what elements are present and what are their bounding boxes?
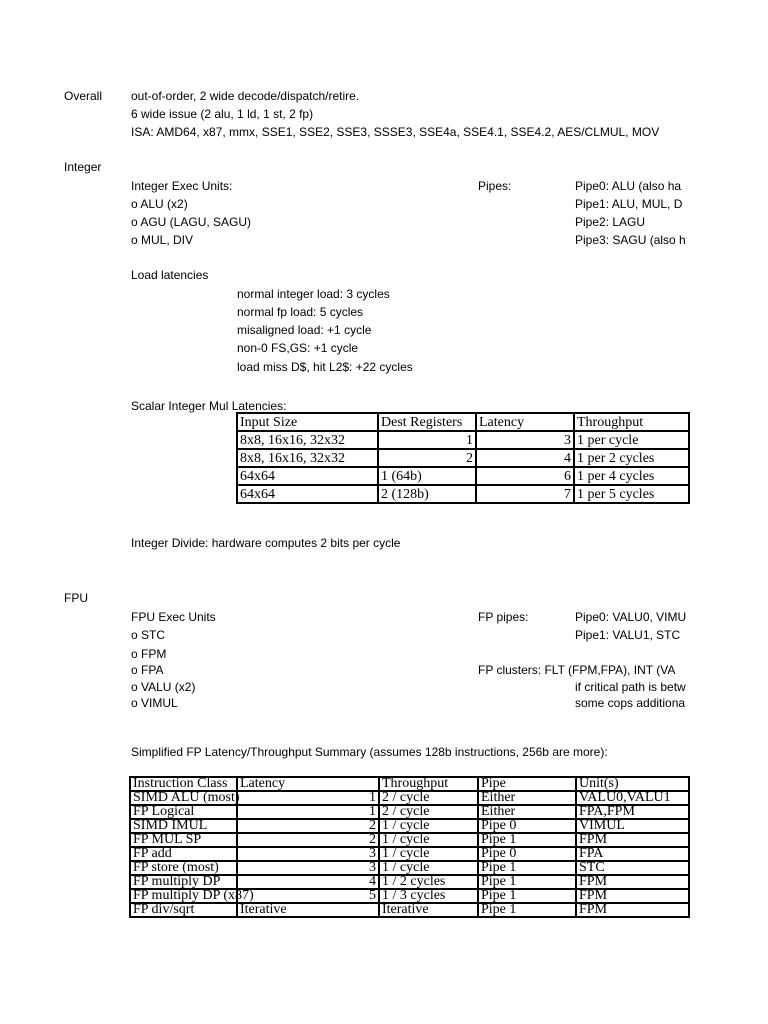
overall-line: ISA: AMD64, x87, mmx, SSE1, SSE2, SSE3, SSSE3, SSE4a, SSE4.1, SSE4.2, AES/CLMUL, MOV bbox=[131, 125, 660, 139]
table-cell: Pipe 0 bbox=[478, 847, 576, 861]
table-cell: FPA,FPM bbox=[576, 805, 689, 819]
table-cell: Pipe 0 bbox=[478, 819, 576, 833]
section-label-fpu: FPU bbox=[64, 591, 88, 605]
table-row bbox=[130, 819, 689, 833]
integer-exec-unit: o MUL, DIV bbox=[131, 233, 194, 247]
load-latency-item: normal integer load: 3 cycles bbox=[237, 287, 390, 301]
table-header-cell: Throughput bbox=[379, 777, 478, 791]
table-cell: 4 bbox=[476, 449, 574, 467]
table-row bbox=[130, 875, 689, 889]
table-row bbox=[130, 791, 689, 805]
table-cell: 1 bbox=[378, 431, 476, 449]
table-cell: 3 bbox=[476, 431, 574, 449]
table-row bbox=[237, 467, 689, 485]
table-cell: 6 bbox=[476, 467, 574, 485]
table-cell: 64x64 bbox=[237, 485, 378, 503]
integer-pipe: Pipe2: LAGU bbox=[575, 215, 646, 229]
table-row bbox=[237, 449, 689, 467]
table-cell: 1 (64b) bbox=[378, 467, 476, 485]
integer-exec-unit: o AGU (LAGU, SAGU) bbox=[131, 215, 252, 229]
table-cell: FP div/sqrt bbox=[130, 903, 237, 917]
table-cell: 1 / 3 cycles bbox=[379, 889, 478, 903]
fpu-exec-unit: o FPM bbox=[131, 647, 167, 661]
load-latencies-title: Load latencies bbox=[131, 268, 209, 282]
table-cell: 1 / cycle bbox=[379, 847, 478, 861]
table-cell: 2 / cycle bbox=[379, 805, 478, 819]
table-cell: 4 bbox=[237, 875, 379, 889]
table-cell: 1 bbox=[237, 791, 379, 805]
table-cell: 2 bbox=[237, 833, 379, 847]
table-cell: 2 (128b) bbox=[378, 485, 476, 503]
table-cell: 2 bbox=[378, 449, 476, 467]
table-cell: Pipe 1 bbox=[478, 903, 576, 917]
table-cell: 2 / cycle bbox=[379, 791, 478, 805]
table-cell: SIMD ALU (most) bbox=[130, 791, 237, 805]
table-cell: 1 / cycle bbox=[379, 819, 478, 833]
table-cell: 1 per 2 cycles bbox=[574, 449, 689, 467]
fp-summary-title: Simplified FP Latency/Throughput Summary (assumes 128b instructions, 256b are more): bbox=[131, 745, 608, 759]
integer-exec-unit: o ALU (x2) bbox=[131, 197, 188, 211]
table-cell: 8x8, 16x16, 32x32 bbox=[237, 431, 378, 449]
fpu-exec-unit: o VALU (x2) bbox=[131, 680, 196, 694]
table-cell: 5 bbox=[237, 889, 379, 903]
table-cell: Pipe 1 bbox=[478, 861, 576, 875]
table-row bbox=[237, 485, 689, 503]
table-cell: FP store (most) bbox=[130, 861, 237, 875]
table-cell: 2 bbox=[237, 819, 379, 833]
table-cell: 1 per 4 cycles bbox=[574, 467, 689, 485]
fp-pipe: Pipe0: VALU0, VIMU bbox=[575, 610, 687, 624]
table-cell: FPM bbox=[576, 903, 689, 917]
fp-note: if critical path is betw bbox=[575, 680, 686, 694]
table-cell: 8x8, 16x16, 32x32 bbox=[237, 449, 378, 467]
table-header-row bbox=[237, 413, 689, 431]
table-cell: STC bbox=[576, 861, 689, 875]
fpu-exec-unit: o VIMUL bbox=[131, 696, 178, 710]
fpu-exec-unit: o STC bbox=[131, 628, 166, 642]
table-cell: Iterative bbox=[237, 903, 379, 917]
table-cell: VIMUL bbox=[576, 819, 689, 833]
mul-latency-table bbox=[236, 412, 690, 504]
table-row bbox=[237, 431, 689, 449]
load-latency-item: non-0 FS,GS: +1 cycle bbox=[237, 341, 359, 355]
table-cell: Either bbox=[478, 791, 576, 805]
integer-exec-units-title: Integer Exec Units: bbox=[131, 179, 233, 193]
section-label-integer: Integer bbox=[64, 160, 102, 174]
table-cell: FPM bbox=[576, 875, 689, 889]
section-label-overall: Overall bbox=[64, 89, 103, 103]
table-header-row bbox=[130, 777, 689, 791]
table-header-cell: Unit(s) bbox=[576, 777, 689, 791]
table-cell: 7 bbox=[476, 485, 574, 503]
table-cell: FP Logical bbox=[130, 805, 237, 819]
table-cell: Either bbox=[478, 805, 576, 819]
table-row bbox=[130, 903, 689, 917]
table-header-cell: Throughput bbox=[574, 413, 689, 431]
table-cell: 1 / cycle bbox=[379, 833, 478, 847]
fp-pipes-label: FP pipes: bbox=[478, 610, 529, 624]
table-cell: 1 / 2 cycles bbox=[379, 875, 478, 889]
table-cell: Iterative bbox=[379, 903, 478, 917]
fp-latency-table bbox=[129, 776, 690, 918]
table-cell: 1 per cycle bbox=[574, 431, 689, 449]
table-cell: 3 bbox=[237, 861, 379, 875]
table-row bbox=[130, 847, 689, 861]
table-cell: FP multiply DP (x87) bbox=[130, 889, 237, 903]
table-cell: SIMD IMUL bbox=[130, 819, 237, 833]
table-cell: VALU0,VALU1 bbox=[576, 791, 689, 805]
table-cell: 3 bbox=[237, 847, 379, 861]
table-header-cell: Latency bbox=[476, 413, 574, 431]
table-header-cell: Dest Registers bbox=[378, 413, 476, 431]
fpu-exec-units-title: FPU Exec Units bbox=[131, 610, 216, 624]
table-row bbox=[130, 861, 689, 875]
load-latency-item: misaligned load: +1 cycle bbox=[237, 323, 372, 337]
fp-clusters-line: FP clusters: FLT (FPM,FPA), INT (VA bbox=[478, 663, 676, 677]
table-header-cell: Instruction Class bbox=[130, 777, 237, 791]
table-cell: FPA bbox=[576, 847, 689, 861]
integer-pipe: Pipe1: ALU, MUL, D bbox=[575, 197, 683, 211]
table-cell: 1 / cycle bbox=[379, 861, 478, 875]
overall-line: 6 wide issue (2 alu, 1 ld, 1 st, 2 fp) bbox=[131, 107, 314, 121]
table-row bbox=[130, 805, 689, 819]
table-cell: Pipe 1 bbox=[478, 833, 576, 847]
table-cell: 1 bbox=[237, 805, 379, 819]
table-header-cell: Input Size bbox=[237, 413, 378, 431]
load-latency-item: load miss D$, hit L2$: +22 cycles bbox=[237, 360, 413, 374]
table-row bbox=[130, 889, 689, 903]
fp-note: some cops additiona bbox=[575, 696, 686, 710]
table-cell: 64x64 bbox=[237, 467, 378, 485]
fp-pipe: Pipe1: VALU1, STC bbox=[575, 628, 681, 642]
table-cell: FPM bbox=[576, 833, 689, 847]
integer-pipe: Pipe3: SAGU (also h bbox=[575, 233, 686, 247]
integer-divide-note: Integer Divide: hardware computes 2 bits per cycle bbox=[131, 536, 401, 550]
overall-line: out-of-order, 2 wide decode/dispatch/retire. bbox=[131, 89, 360, 103]
mul-latencies-title: Scalar Integer Mul Latencies: bbox=[131, 399, 287, 413]
table-cell: Pipe 1 bbox=[478, 889, 576, 903]
load-latency-item: normal fp load: 5 cycles bbox=[237, 305, 364, 319]
table-row bbox=[130, 833, 689, 847]
table-cell: FPM bbox=[576, 889, 689, 903]
table-header-cell: Latency bbox=[237, 777, 379, 791]
table-cell: 1 per 5 cycles bbox=[574, 485, 689, 503]
integer-pipes-label: Pipes: bbox=[478, 179, 512, 193]
table-cell: FP multiply DP bbox=[130, 875, 237, 889]
table-cell: FP add bbox=[130, 847, 237, 861]
fpu-exec-unit: o FPA bbox=[131, 663, 164, 677]
table-header-cell: Pipe bbox=[478, 777, 576, 791]
table-cell: Pipe 1 bbox=[478, 875, 576, 889]
integer-pipe: Pipe0: ALU (also ha bbox=[575, 179, 682, 193]
table-cell: FP MUL SP bbox=[130, 833, 237, 847]
